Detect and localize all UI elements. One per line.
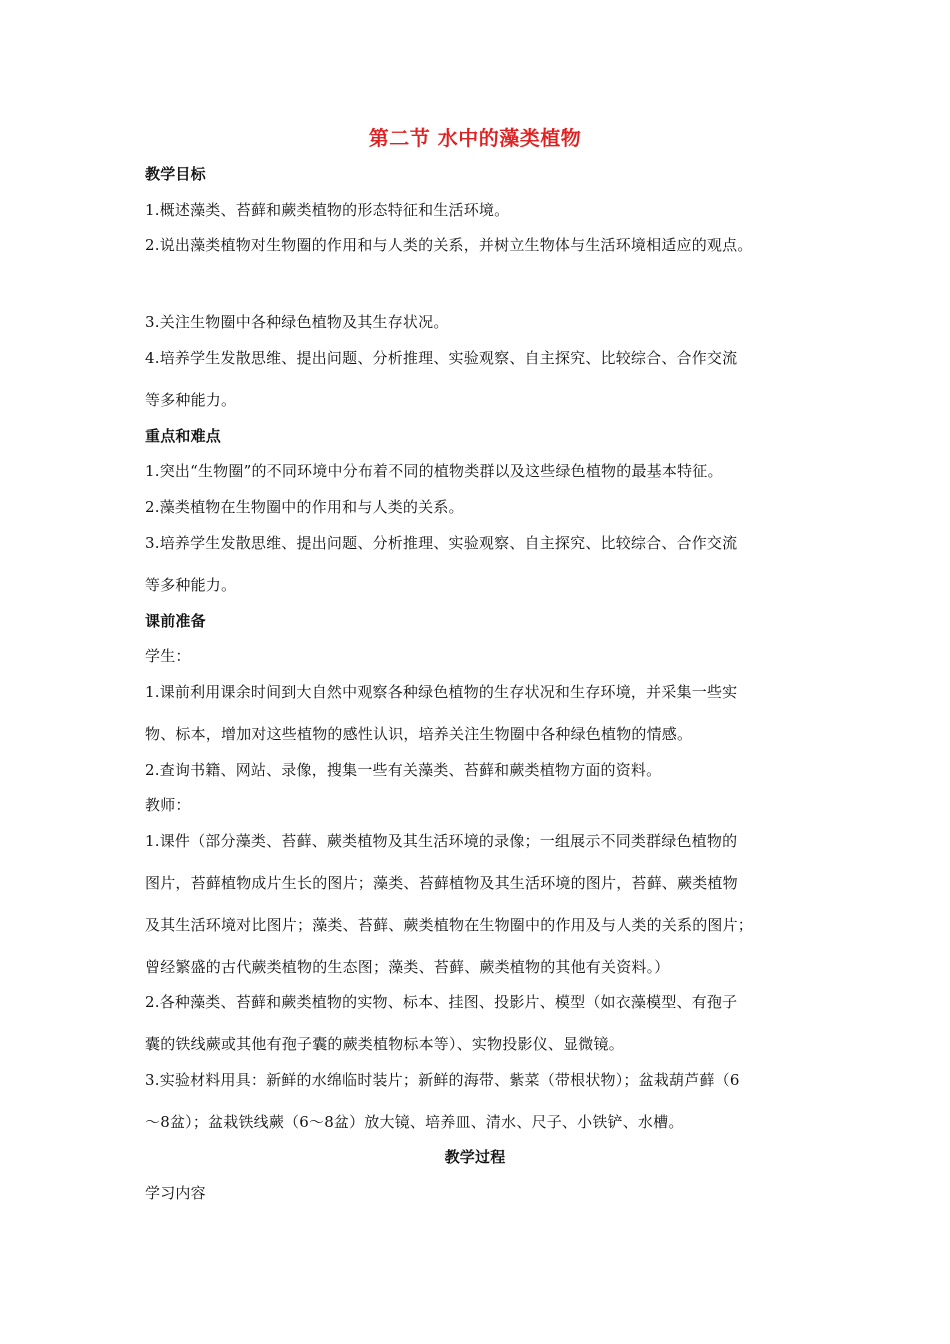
section-heading-key-points: 重点和难点 — [145, 427, 222, 445]
objective-item-4: 4.培养学生发散思维、提出问题、分析推理、实验观察、自主探究、比较综合、合作交流 — [145, 349, 738, 367]
section-heading-objectives: 教学目标 — [145, 165, 206, 183]
section-heading-preparation: 课前准备 — [145, 612, 206, 630]
student-item-1: 1.课前利用课余时间到大自然中观察各种绿色植物的生存状况和生存环境，并采集一些实 — [145, 683, 738, 701]
teacher-item-1-line-3: 及其生活环境对比图片；藻类、苔藓、蕨类植物在生物圈中的作用及与人类的关系的图片； — [145, 916, 754, 934]
teacher-item-3: 3.实验材料用具：新鲜的水绵临时装片；新鲜的海带、紫菜（带根状物）；盆栽葫芦藓（6 — [145, 1071, 740, 1089]
objective-item-1: 1.概述藻类、苔藓和蕨类植物的形态特征和生活环境。 — [145, 201, 510, 219]
objective-item-2: 2.说出藻类植物对生物圈的作用和与人类的关系，并树立生物体与生活环境相适应的观点。 — [145, 236, 753, 254]
objective-item-4-continued: 等多种能力。 — [145, 391, 237, 409]
teacher-item-1-line-4: 曾经繁盛的古代蕨类植物的生态图；藻类、苔藓、蕨类植物的其他有关资料。） — [145, 958, 670, 976]
teacher-item-3-continued: ～8盆）；盆栽铁线蕨（6～8盆）放大镜、培养皿、清水、尺子、小铁铲、水槽。 — [145, 1113, 684, 1131]
teacher-item-1-line-2: 图片，苔藓植物成片生长的图片；藻类、苔藓植物及其生活环境的图片，苔藓、蕨类植物 — [145, 874, 738, 892]
key-point-item-2: 2.藻类植物在生物圈中的作用和与人类的关系。 — [145, 498, 464, 516]
teacher-item-2: 2.各种藻类、苔藓和蕨类植物的实物、标本、挂图、投影片、模型（如衣藻模型、有孢子 — [145, 993, 738, 1011]
section-heading-process: 教学过程 — [444, 1148, 506, 1166]
teacher-label: 教师： — [145, 796, 191, 814]
key-point-item-1: 1.突出“生物圈”的不同环境中分布着不同的植物类群以及这些绿色植物的最基本特征。 — [145, 462, 723, 480]
student-item-1-continued: 物、标本，增加对这些植物的感性认识，培养关注生物圈中各种绿色植物的情感。 — [145, 725, 693, 743]
objective-item-3: 3.关注生物圈中各种绿色植物及其生存状况。 — [145, 313, 449, 331]
student-label: 学生： — [145, 647, 191, 665]
document-title: 第二节 水中的藻类植物 — [368, 126, 582, 150]
teacher-item-1: 1.课件（部分藻类、苔藓、蕨类植物及其生活环境的录像；一组展示不同类群绿色植物的 — [145, 832, 738, 850]
process-first-line: 学习内容 — [145, 1184, 206, 1202]
key-point-item-3-continued: 等多种能力。 — [145, 576, 237, 594]
key-point-item-3: 3.培养学生发散思维、提出问题、分析推理、实验观察、自主探究、比较综合、合作交流 — [145, 534, 738, 552]
student-item-2: 2.查询书籍、网站、录像，搜集一些有关藻类、苔藓和蕨类植物方面的资料。 — [145, 761, 662, 779]
teacher-item-2-continued: 囊的铁线蕨或其他有孢子囊的蕨类植物标本等）、实物投影仪、显微镜。 — [145, 1035, 624, 1053]
